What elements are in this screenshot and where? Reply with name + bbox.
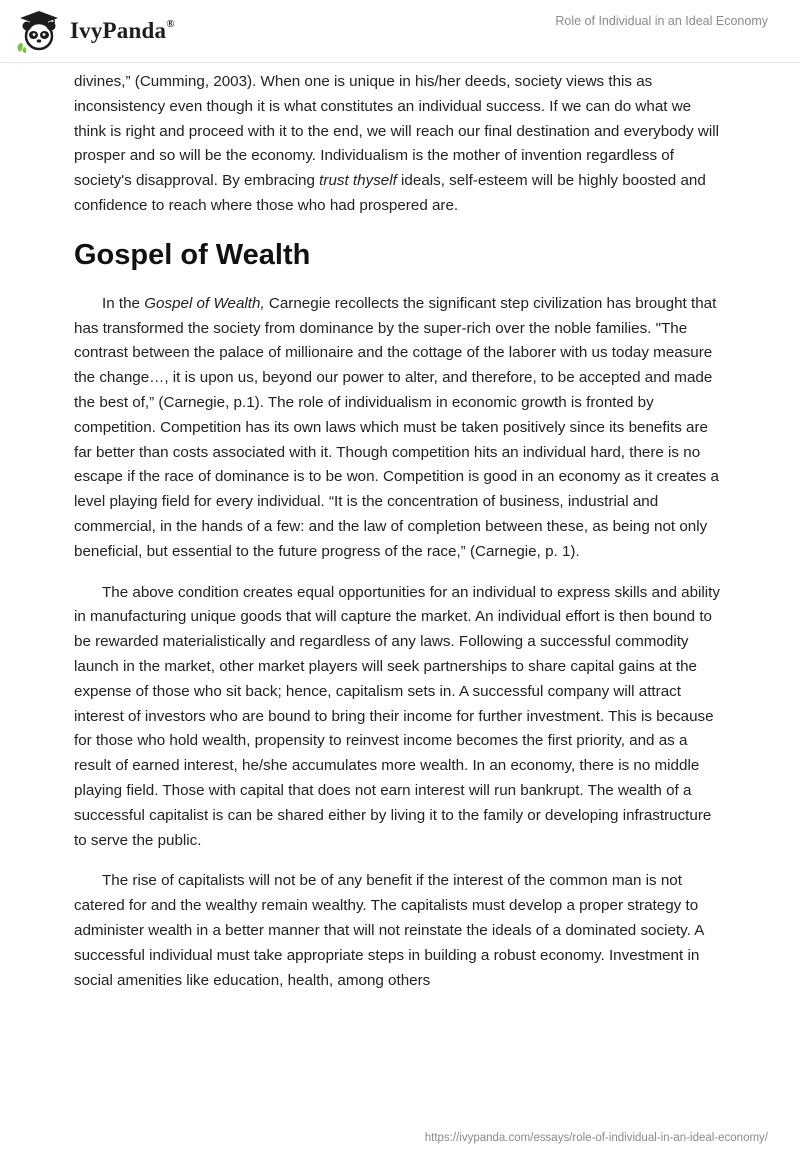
paragraph: The rise of capitalists will not be of any benefit if the interest of the common man is not catered for and the wealthy remain wealthy. The capitalists must develop a proper strategy to administer wealth in a better manner that will not reinstate the ideals of a dominated society. A successful individual must take appropriate steps in building a robust economy. Investment in social amenities like education, health, among others bbox=[74, 872, 704, 989]
paragraph: The above condition creates equal opportunities for an individual to express skills and ability in manufacturing unique goods that will capture the market. An individual effort is then bound to be rewarded materialistically and regardless of any laws. Following a successful commodity launch in the market, other market players will seek partnerships to share capital gains at the expense of those who sit back; hence, capitalism sets in. A successful company will attract interest of investors who are bound to bring their income for further investment. This is because for those who hold wealth, propensity to reinvest income becomes the first priority, and as a result of earned interest, he/she accumulates more wealth. In an economy, there is no middle playing field. Those with capital that does not earn interest will run bankrupt. The wealth of a successful capitalist is can be shared either by living it to the family or developing infrastructure to serve the public. bbox=[74, 583, 720, 849]
panda-mascot-icon bbox=[14, 9, 64, 53]
logo-wordmark: IvyPanda® bbox=[70, 18, 175, 43]
section-heading: Gospel of Wealth bbox=[74, 238, 311, 271]
paragraph: In the Gospel of Wealth, Carnegie recollects the significant step civilization has brought that has transformed the society from dominance by the super-rich over the noble families. "The contrast between the palace of millionaire and the cottage of the laborer with us today measure the change…, it is upon us, beyond our power to alter, and therefore, to be accepted and made the best of,” (Carnegie, p.1). The role of individualism in economic growth is fronted by competition. Competition has its own laws which must be taken positively since its benefits are far better than costs associated with it. Though competition hits an individual hard, there is no escape if the race of dominance is to be won. Competition is good in an economy as it creates a level playing field for every individual. “It is the concentration of business, industrial and commercial, in the hands of a few: and the law of completion between these, as being not only beneficial, but essential to the future progress of the race,” (Carnegie, p. 1). bbox=[74, 294, 719, 560]
source-url[interactable]: https://ivypanda.com/essays/role-of-individual-in-an-ideal-economy/ bbox=[424, 1132, 768, 1144]
paragraph-continuation: divines,” (Cumming, 2003). When one is unique in his/her deeds, society views this as inconsistency even though it is what constitutes an individual success. If we can do what we think is right and proceed with it to the end, we will reach our final destination and everybody will prosper and so will be the economy. Individualism is the mother of invention regardless of society's disapproval. By embracing trust thyself ideals, self-esteem will be highly boosted and confidence to reach where those who had prospered are. bbox=[74, 73, 719, 214]
document-title: Role of Individual in an Ideal Economy bbox=[555, 14, 768, 28]
ivypanda-logo[interactable] bbox=[14, 9, 175, 53]
page-header bbox=[0, 0, 800, 63]
essay-content bbox=[74, 70, 724, 1009]
